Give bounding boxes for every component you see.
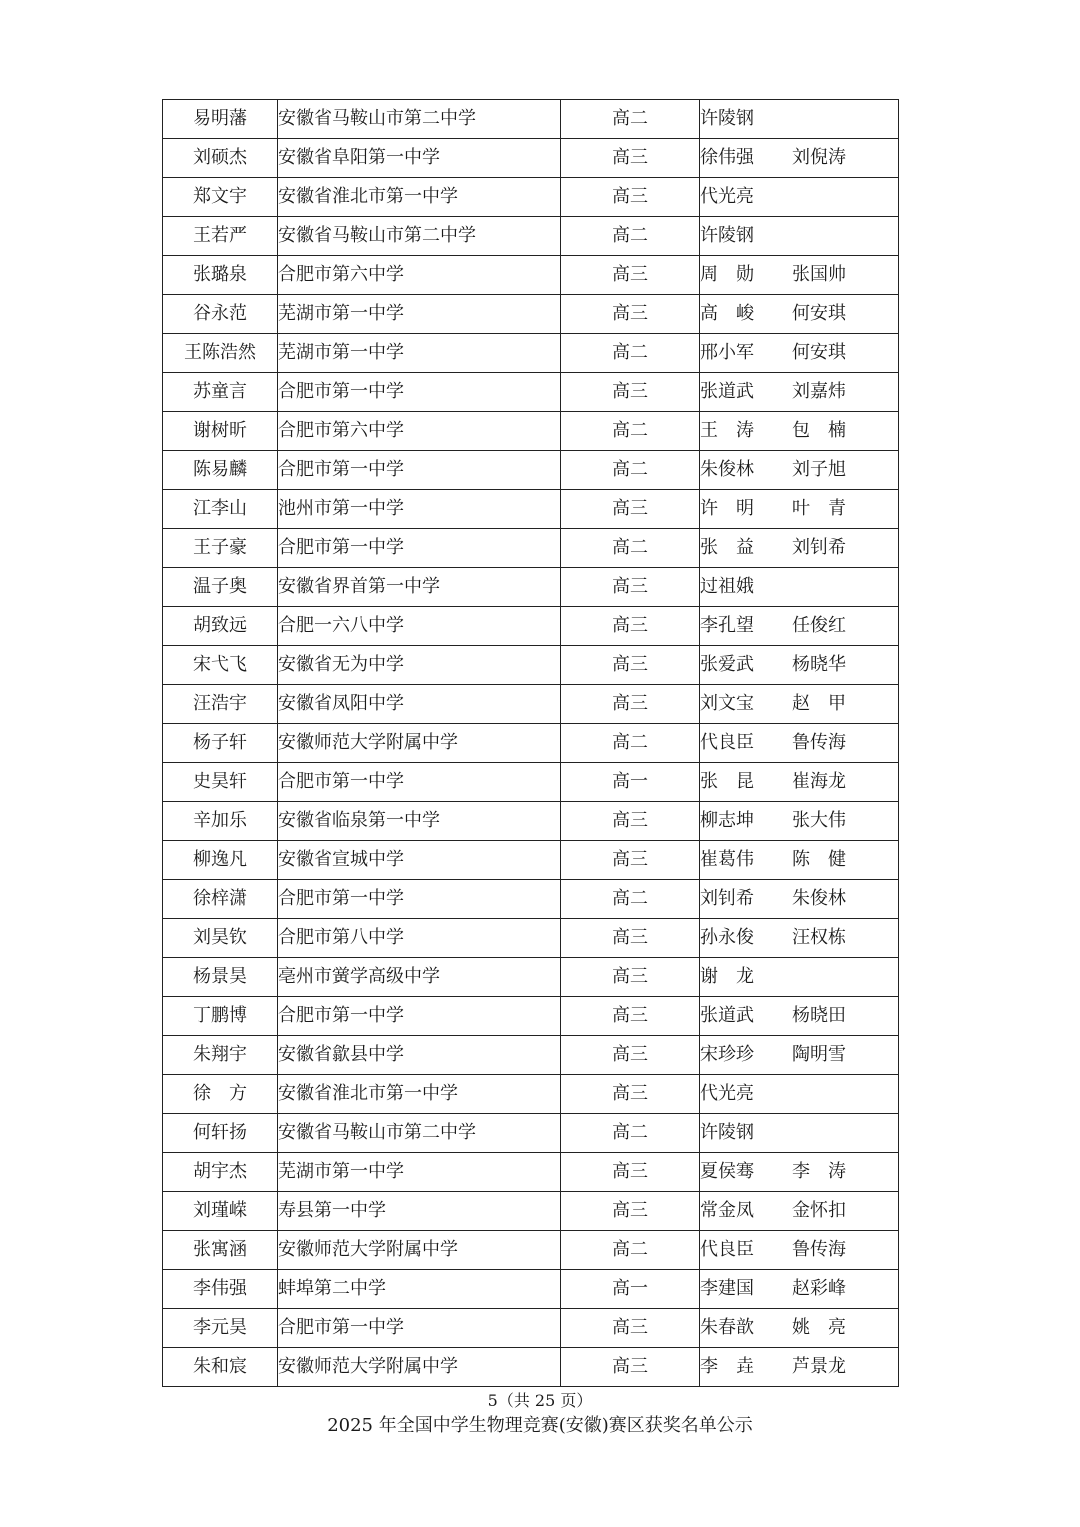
- student-name-cell: 易明藩: [163, 100, 278, 139]
- table-row: [163, 1153, 899, 1192]
- student-name-cell: 胡宇杰: [163, 1153, 278, 1192]
- award-roster-table: [162, 99, 899, 1387]
- student-name-cell: 丁鹏博: [163, 997, 278, 1036]
- teacher-1: 李孔望: [700, 615, 754, 636]
- grade-cell: 高一: [561, 763, 700, 802]
- school-cell: 安徽省淮北市第一中学: [278, 1075, 561, 1114]
- table-row: [163, 1270, 899, 1309]
- table-row: [163, 1075, 899, 1114]
- table-row: [163, 841, 899, 880]
- grade-cell: 高三: [561, 139, 700, 178]
- school-cell: 合肥一六八中学: [278, 607, 561, 646]
- student-name-cell: 杨景昊: [163, 958, 278, 997]
- teachers-cell: [700, 139, 899, 178]
- teacher-1: 张 益: [700, 537, 754, 558]
- student-name-cell: 李元昊: [163, 1309, 278, 1348]
- school-cell: 安徽省马鞍山市第二中学: [278, 217, 561, 256]
- teacher-2: 姚 亮: [792, 1317, 846, 1338]
- school-cell: 安徽省宣城中学: [278, 841, 561, 880]
- student-name-cell: 汪浩宇: [163, 685, 278, 724]
- grade-cell: 高三: [561, 919, 700, 958]
- teacher-1: 高 峻: [700, 303, 754, 324]
- table-row: [163, 295, 899, 334]
- school-cell: 安徽省阜阳第一中学: [278, 139, 561, 178]
- teacher-2: 张国帅: [792, 264, 846, 285]
- teacher-2: 刘嘉炜: [792, 381, 846, 402]
- student-name-cell: 辛加乐: [163, 802, 278, 841]
- student-name-cell: 胡致远: [163, 607, 278, 646]
- student-name-cell: 何轩扬: [163, 1114, 278, 1153]
- student-name-cell: 杨子轩: [163, 724, 278, 763]
- student-name-cell: 朱翔宇: [163, 1036, 278, 1075]
- table-row: [163, 1114, 899, 1153]
- student-name-cell: 王子豪: [163, 529, 278, 568]
- grade-cell: 高三: [561, 373, 700, 412]
- teacher-2: 鲁传海: [792, 1239, 846, 1260]
- grade-cell: 高二: [561, 100, 700, 139]
- grade-cell: 高二: [561, 529, 700, 568]
- teachers-cell: [700, 1192, 899, 1231]
- teachers-cell: [700, 802, 899, 841]
- table-row: [163, 490, 899, 529]
- teacher-2: 汪权栋: [792, 927, 846, 948]
- table-row: [163, 256, 899, 295]
- school-cell: 安徽师范大学附属中学: [278, 724, 561, 763]
- table-row: [163, 1036, 899, 1075]
- teacher-2: 张大伟: [792, 810, 846, 831]
- teacher-1: 邢小军: [700, 342, 754, 363]
- teacher-1: 谢 龙: [700, 966, 754, 987]
- table-row: [163, 217, 899, 256]
- grade-cell: 高三: [561, 607, 700, 646]
- teacher-2: 李 涛: [792, 1161, 846, 1182]
- school-cell: 亳州市黉学高级中学: [278, 958, 561, 997]
- grade-cell: 高三: [561, 1348, 700, 1387]
- table-row: [163, 802, 899, 841]
- grade-cell: 高二: [561, 724, 700, 763]
- teachers-cell: [700, 1075, 899, 1114]
- teachers-cell: [700, 1036, 899, 1075]
- school-cell: 安徽省临泉第一中学: [278, 802, 561, 841]
- school-cell: 安徽省界首第一中学: [278, 568, 561, 607]
- table-row: [163, 763, 899, 802]
- teachers-cell: [700, 1231, 899, 1270]
- school-cell: 芜湖市第一中学: [278, 1153, 561, 1192]
- table-row: [163, 724, 899, 763]
- school-cell: 安徽省无为中学: [278, 646, 561, 685]
- teachers-cell: [700, 1153, 899, 1192]
- school-cell: 合肥市第一中学: [278, 763, 561, 802]
- grade-cell: 高三: [561, 1192, 700, 1231]
- table-row: [163, 412, 899, 451]
- school-cell: 安徽省凤阳中学: [278, 685, 561, 724]
- school-cell: 合肥市第一中学: [278, 373, 561, 412]
- school-cell: 合肥市第一中学: [278, 880, 561, 919]
- teacher-1: 代光亮: [700, 1083, 754, 1104]
- grade-cell: 高三: [561, 256, 700, 295]
- teacher-2: 朱俊林: [792, 888, 846, 909]
- table-row: [163, 607, 899, 646]
- table-row: [163, 529, 899, 568]
- teacher-1: 夏侯骞: [700, 1161, 754, 1182]
- student-name-cell: 朱和宸: [163, 1348, 278, 1387]
- table-row: [163, 685, 899, 724]
- teacher-2: 叶 青: [792, 498, 846, 519]
- teachers-cell: [700, 373, 899, 412]
- student-name-cell: 温子奥: [163, 568, 278, 607]
- teachers-cell: [700, 1309, 899, 1348]
- teacher-2: 刘倪涛: [792, 147, 846, 168]
- teacher-1: 张道武: [700, 1005, 754, 1026]
- student-name-cell: 陈易麟: [163, 451, 278, 490]
- teacher-1: 周 勋: [700, 264, 754, 285]
- teacher-1: 徐伟强: [700, 147, 754, 168]
- table-row: [163, 373, 899, 412]
- table-row: [163, 1309, 899, 1348]
- teacher-2: 包 楠: [792, 420, 846, 441]
- grade-cell: 高三: [561, 646, 700, 685]
- table-row: [163, 178, 899, 217]
- teacher-2: 崔海龙: [792, 771, 846, 792]
- teacher-1: 王 涛: [700, 420, 754, 441]
- teacher-2: 何安琪: [792, 303, 846, 324]
- teachers-cell: [700, 490, 899, 529]
- document-title: 2025 年全国中学生物理竞赛(安徽)赛区获奖名单公示: [327, 1415, 753, 1436]
- grade-cell: 高一: [561, 1270, 700, 1309]
- teacher-1: 张 昆: [700, 771, 754, 792]
- table-row: [163, 919, 899, 958]
- teacher-2: 杨晓田: [792, 1005, 846, 1026]
- teachers-cell: [700, 724, 899, 763]
- student-name-cell: 王若严: [163, 217, 278, 256]
- school-cell: 合肥市第六中学: [278, 256, 561, 295]
- teacher-1: 崔葛伟: [700, 849, 754, 870]
- teachers-cell: [700, 100, 899, 139]
- teachers-cell: [700, 763, 899, 802]
- school-cell: 合肥市第一中学: [278, 451, 561, 490]
- teachers-cell: [700, 217, 899, 256]
- teacher-1: 过祖娥: [700, 576, 754, 597]
- teacher-1: 李 垚: [700, 1356, 754, 1377]
- teachers-cell: [700, 1114, 899, 1153]
- teacher-1: 宋珍珍: [700, 1044, 754, 1065]
- table-row: [163, 100, 899, 139]
- teachers-cell: [700, 646, 899, 685]
- student-name-cell: 刘瑾嵘: [163, 1192, 278, 1231]
- teachers-cell: [700, 880, 899, 919]
- teachers-cell: [700, 958, 899, 997]
- grade-cell: 高三: [561, 1036, 700, 1075]
- teacher-2: 金怀扣: [792, 1200, 846, 1221]
- school-cell: 芜湖市第一中学: [278, 334, 561, 373]
- school-cell: 池州市第一中学: [278, 490, 561, 529]
- student-name-cell: 张璐泉: [163, 256, 278, 295]
- teachers-cell: [700, 412, 899, 451]
- teacher-1: 朱俊林: [700, 459, 754, 480]
- page-number: 5（共 25 页）: [487, 1391, 593, 1410]
- teacher-2: 刘子旭: [792, 459, 846, 480]
- student-name-cell: 王陈浩然: [163, 334, 278, 373]
- teachers-cell: [700, 568, 899, 607]
- teacher-1: 代良臣: [700, 1239, 754, 1260]
- school-cell: 安徽省淮北市第一中学: [278, 178, 561, 217]
- school-cell: 合肥市第八中学: [278, 919, 561, 958]
- teacher-1: 许陵钢: [700, 108, 754, 129]
- student-name-cell: 徐梓潇: [163, 880, 278, 919]
- teachers-cell: [700, 685, 899, 724]
- student-name-cell: 谢树昕: [163, 412, 278, 451]
- teacher-2: 陶明雪: [792, 1044, 846, 1065]
- school-cell: 安徽省马鞍山市第二中学: [278, 1114, 561, 1153]
- school-cell: 合肥市第一中学: [278, 997, 561, 1036]
- school-cell: 合肥市第一中学: [278, 529, 561, 568]
- teacher-1: 孙永俊: [700, 927, 754, 948]
- teachers-cell: [700, 1270, 899, 1309]
- table-row: [163, 880, 899, 919]
- table-row: [163, 451, 899, 490]
- school-cell: 合肥市第六中学: [278, 412, 561, 451]
- roster-body: [163, 100, 899, 1387]
- teacher-2: 赵彩峰: [792, 1278, 846, 1299]
- student-name-cell: 史昊轩: [163, 763, 278, 802]
- teacher-2: 赵 甲: [792, 693, 846, 714]
- teacher-2: 陈 健: [792, 849, 846, 870]
- school-cell: 安徽省歙县中学: [278, 1036, 561, 1075]
- teachers-cell: [700, 529, 899, 568]
- school-cell: 安徽师范大学附属中学: [278, 1348, 561, 1387]
- teacher-1: 许陵钢: [700, 225, 754, 246]
- teacher-1: 许 明: [700, 498, 754, 519]
- student-name-cell: 江李山: [163, 490, 278, 529]
- table-row: [163, 334, 899, 373]
- teachers-cell: [700, 841, 899, 880]
- teachers-cell: [700, 334, 899, 373]
- grade-cell: 高三: [561, 1153, 700, 1192]
- teacher-2: 芦景龙: [792, 1356, 846, 1377]
- teacher-2: 任俊红: [792, 615, 846, 636]
- teacher-2: 鲁传海: [792, 732, 846, 753]
- teacher-1: 代良臣: [700, 732, 754, 753]
- teacher-1: 李建国: [700, 1278, 754, 1299]
- student-name-cell: 刘硕杰: [163, 139, 278, 178]
- grade-cell: 高三: [561, 490, 700, 529]
- teachers-cell: [700, 1348, 899, 1387]
- student-name-cell: 郑文宇: [163, 178, 278, 217]
- teachers-cell: [700, 178, 899, 217]
- student-name-cell: 张寓涵: [163, 1231, 278, 1270]
- school-cell: 芜湖市第一中学: [278, 295, 561, 334]
- grade-cell: 高二: [561, 334, 700, 373]
- school-cell: 寿县第一中学: [278, 1192, 561, 1231]
- grade-cell: 高二: [561, 217, 700, 256]
- student-name-cell: 谷永范: [163, 295, 278, 334]
- grade-cell: 高二: [561, 1114, 700, 1153]
- grade-cell: 高三: [561, 1309, 700, 1348]
- teachers-cell: [700, 997, 899, 1036]
- student-name-cell: 李伟强: [163, 1270, 278, 1309]
- grade-cell: 高三: [561, 685, 700, 724]
- teacher-1: 刘钊希: [700, 888, 754, 909]
- teachers-cell: [700, 607, 899, 646]
- grade-cell: 高三: [561, 997, 700, 1036]
- grade-cell: 高三: [561, 568, 700, 607]
- school-cell: 合肥市第一中学: [278, 1309, 561, 1348]
- teacher-2: 刘钊希: [792, 537, 846, 558]
- school-cell: 安徽师范大学附属中学: [278, 1231, 561, 1270]
- teacher-1: 张道武: [700, 381, 754, 402]
- teachers-cell: [700, 295, 899, 334]
- student-name-cell: 徐 方: [163, 1075, 278, 1114]
- table-row: [163, 997, 899, 1036]
- teachers-cell: [700, 919, 899, 958]
- teacher-1: 柳志坤: [700, 810, 754, 831]
- table-row: [163, 1192, 899, 1231]
- grade-cell: 高三: [561, 802, 700, 841]
- grade-cell: 高三: [561, 841, 700, 880]
- student-name-cell: 宋弋飞: [163, 646, 278, 685]
- table-row: [163, 1348, 899, 1387]
- table-row: [163, 139, 899, 178]
- teacher-1: 张爱武: [700, 654, 754, 675]
- table-row: [163, 568, 899, 607]
- school-cell: 安徽省马鞍山市第二中学: [278, 100, 561, 139]
- teacher-1: 朱春歆: [700, 1317, 754, 1338]
- table-row: [163, 646, 899, 685]
- teacher-1: 常金凤: [700, 1200, 754, 1221]
- grade-cell: 高三: [561, 958, 700, 997]
- teachers-cell: [700, 256, 899, 295]
- teacher-2: 何安琪: [792, 342, 846, 363]
- grade-cell: 高二: [561, 1231, 700, 1270]
- student-name-cell: 刘昊钦: [163, 919, 278, 958]
- grade-cell: 高二: [561, 451, 700, 490]
- grade-cell: 高二: [561, 880, 700, 919]
- teachers-cell: [700, 451, 899, 490]
- table-row: [163, 1231, 899, 1270]
- grade-cell: 高三: [561, 295, 700, 334]
- table-row: [163, 958, 899, 997]
- teacher-2: 杨晓华: [792, 654, 846, 675]
- grade-cell: 高三: [561, 1075, 700, 1114]
- teacher-1: 刘文宝: [700, 693, 754, 714]
- teacher-1: 代光亮: [700, 186, 754, 207]
- teacher-1: 许陵钢: [700, 1122, 754, 1143]
- student-name-cell: 苏童言: [163, 373, 278, 412]
- grade-cell: 高三: [561, 178, 700, 217]
- student-name-cell: 柳逸凡: [163, 841, 278, 880]
- school-cell: 蚌埠第二中学: [278, 1270, 561, 1309]
- grade-cell: 高二: [561, 412, 700, 451]
